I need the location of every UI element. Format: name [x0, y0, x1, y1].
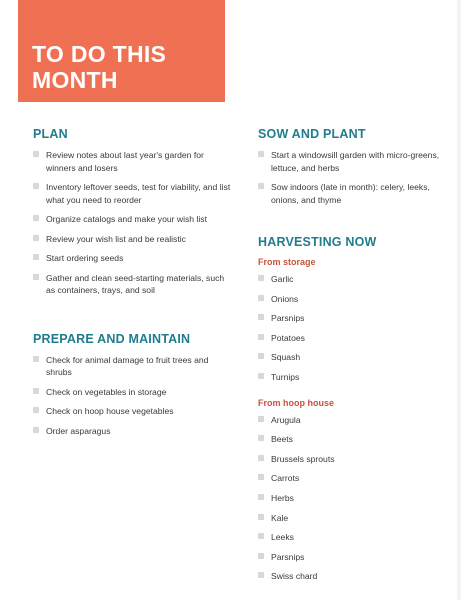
list-item: [258, 472, 448, 485]
square-bullet-icon: [258, 514, 264, 520]
list-item: [33, 272, 233, 297]
square-bullet-icon: [258, 474, 264, 480]
square-bullet-icon: [33, 427, 39, 433]
list-item-text: Parsnips: [271, 313, 305, 324]
list-item: [33, 213, 233, 226]
square-bullet-icon: [258, 416, 264, 422]
prepare-list: [33, 354, 233, 438]
list-item-text: Garlic: [271, 274, 294, 284]
square-bullet-icon: [258, 353, 264, 359]
list-item: [258, 351, 448, 364]
list-item: [258, 181, 448, 206]
list-item-text: Order asparagus: [46, 425, 111, 436]
list-item-text: Onions: [271, 293, 299, 304]
list-item: [258, 531, 448, 544]
square-bullet-icon: [33, 183, 39, 189]
harvest-heading: HARVESTING NOW: [258, 235, 377, 249]
list-item-text: Review your wish list and be realistic: [46, 233, 186, 244]
list-item-text: Brussels sprouts: [271, 453, 335, 464]
list-item: [33, 386, 233, 399]
sow-heading: SOW AND PLANT: [258, 127, 366, 141]
list-item: [33, 149, 233, 174]
list-item-text: Gather and clean seed-starting materials, such as containers, trays, and soil: [46, 272, 225, 295]
list-item-text: Parsnips: [271, 551, 305, 562]
list-item-text: Sow indoors (late in month): celery, leeks, onions, and thyme: [271, 182, 430, 205]
storage-subheading: From storage: [258, 257, 316, 267]
plan-heading: PLAN: [33, 127, 68, 141]
square-bullet-icon: [33, 407, 39, 413]
list-item: [33, 252, 233, 265]
list-item-text: Arugula: [271, 414, 301, 425]
square-bullet-icon: [258, 494, 264, 500]
list-item-text: Organize catalogs and make your wish list: [46, 214, 207, 224]
square-bullet-icon: [258, 572, 264, 578]
list-item: [33, 425, 233, 438]
list-item-text: Check for animal damage to fruit trees and shrubs: [46, 354, 209, 377]
list-item-text: Leeks: [271, 532, 294, 543]
square-bullet-icon: [258, 334, 264, 340]
prepare-heading: PREPARE AND MAINTAIN: [33, 331, 191, 346]
square-bullet-icon: [33, 215, 39, 221]
list-item: [258, 312, 448, 325]
square-bullet-icon: [258, 275, 264, 281]
square-bullet-icon: [258, 435, 264, 441]
list-item-text: Herbs: [271, 492, 294, 503]
square-bullet-icon: [258, 373, 264, 379]
plan-list: [33, 149, 233, 297]
sow-list: [258, 149, 448, 206]
square-bullet-icon: [258, 295, 264, 301]
list-item: [258, 293, 448, 306]
list-item-text: Swiss chard: [271, 571, 318, 582]
square-bullet-icon: [258, 183, 264, 189]
square-bullet-icon: [258, 314, 264, 320]
list-item: [258, 512, 448, 525]
right-column: [258, 127, 448, 590]
square-bullet-icon: [33, 151, 39, 157]
page-title: TO DO THIS MONTH: [32, 41, 167, 93]
list-item-text: Check on vegetables in storage: [46, 386, 167, 397]
square-bullet-icon: [33, 356, 39, 362]
list-item: [33, 405, 233, 418]
list-item: [258, 433, 448, 446]
list-item: [258, 414, 448, 427]
list-item-text: Potatoes: [271, 332, 305, 343]
list-item-text: Inventory leftover seeds, test for viability, and list what you need to reorder: [46, 182, 231, 205]
hoop-subheading: From hoop house: [258, 397, 334, 408]
list-item: [258, 371, 448, 384]
list-item: [258, 273, 448, 286]
page-edge-divider: [457, 0, 461, 600]
list-item-text: Start a windowsill garden with micro-greens, lettuce, and herbs: [271, 150, 440, 173]
list-item-text: Squash: [271, 352, 301, 363]
square-bullet-icon: [258, 553, 264, 559]
list-item-text: Kale: [271, 512, 289, 523]
square-bullet-icon: [33, 235, 39, 241]
list-item-text: Review notes about last year's garden for winners and losers: [46, 150, 204, 173]
list-item-text: Check on hoop house vegetables: [46, 406, 174, 416]
square-bullet-icon: [33, 274, 39, 280]
square-bullet-icon: [258, 151, 264, 157]
list-item-text: Beets: [271, 434, 293, 445]
square-bullet-icon: [258, 533, 264, 539]
left-column: [33, 127, 233, 444]
list-item-text: Start ordering seeds: [46, 253, 124, 263]
title-banner: [18, 0, 225, 102]
hoop-list: [258, 414, 448, 583]
list-item: [258, 149, 448, 174]
list-item-text: Turnips: [271, 371, 300, 382]
list-item: [258, 332, 448, 345]
list-item: [258, 551, 448, 564]
list-item: [33, 181, 233, 206]
list-item: [258, 492, 448, 505]
square-bullet-icon: [33, 254, 39, 260]
list-item: [33, 233, 233, 246]
list-item: [258, 570, 448, 583]
square-bullet-icon: [33, 388, 39, 394]
list-item: [33, 354, 233, 379]
list-item: [258, 453, 448, 466]
storage-list: [258, 273, 448, 383]
square-bullet-icon: [258, 455, 264, 461]
list-item-text: Carrots: [271, 473, 300, 484]
